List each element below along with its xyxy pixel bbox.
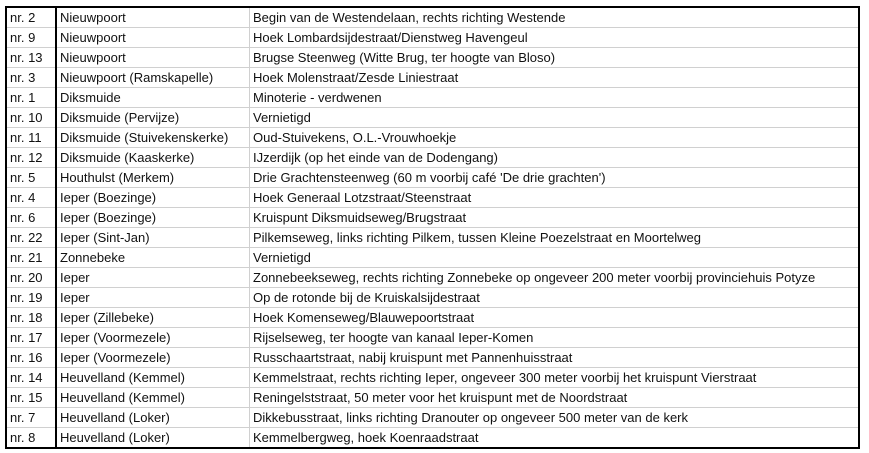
table-row <box>6 168 859 188</box>
table-row <box>6 388 859 408</box>
location-cell: Hoek Molenstraat/Zesde Liniestraat <box>250 68 860 88</box>
place-cell: Ieper (Boezinge) <box>56 208 250 228</box>
place-cell: Nieuwpoort <box>56 7 250 28</box>
table-row <box>6 288 859 308</box>
number-cell: nr. 13 <box>6 48 56 68</box>
table-row <box>6 48 859 68</box>
location-cell: Hoek Lombardsijdestraat/Dienstweg Havengeul <box>250 28 860 48</box>
table-row <box>6 188 859 208</box>
table-row <box>6 68 859 88</box>
location-cell: Russchaartstraat, nabij kruispunt met Pannenhuisstraat <box>250 348 860 368</box>
location-cell: Zonnebeekseweg, rechts richting Zonnebeke op ongeveer 200 meter voorbij provinciehuis Potyze <box>250 268 860 288</box>
location-cell: Drie Grachtensteenweg (60 m voorbij café 'De drie grachten') <box>250 168 860 188</box>
location-cell: Kruispunt Diksmuidseweg/Brugstraat <box>250 208 860 228</box>
number-cell: nr. 1 <box>6 88 56 108</box>
place-cell: Diksmuide (Stuivekenskerke) <box>56 128 250 148</box>
location-cell: Brugse Steenweg (Witte Brug, ter hoogte van Bloso) <box>250 48 860 68</box>
place-cell: Diksmuide (Pervijze) <box>56 108 250 128</box>
number-cell: nr. 19 <box>6 288 56 308</box>
table-row <box>6 28 859 48</box>
table-row <box>6 7 859 28</box>
table-row <box>6 228 859 248</box>
location-cell: Dikkebusstraat, links richting Dranouter op ongeveer 500 meter van de kerk <box>250 408 860 428</box>
table-row <box>6 368 859 388</box>
number-cell: nr. 21 <box>6 248 56 268</box>
location-cell: Hoek Generaal Lotzstraat/Steenstraat <box>250 188 860 208</box>
table-row <box>6 108 859 128</box>
number-cell: nr. 5 <box>6 168 56 188</box>
number-cell: nr. 9 <box>6 28 56 48</box>
place-cell: Houthulst (Merkem) <box>56 168 250 188</box>
number-cell: nr. 22 <box>6 228 56 248</box>
place-cell: Diksmuide (Kaaskerke) <box>56 148 250 168</box>
number-cell: nr. 12 <box>6 148 56 168</box>
place-cell: Ieper <box>56 288 250 308</box>
number-cell: nr. 8 <box>6 428 56 449</box>
number-cell: nr. 7 <box>6 408 56 428</box>
number-cell: nr. 3 <box>6 68 56 88</box>
location-cell: Pilkemseweg, links richting Pilkem, tussen Kleine Poezelstraat en Moortelweg <box>250 228 860 248</box>
location-cell: Reningelststraat, 50 meter voor het kruispunt met de Noordstraat <box>250 388 860 408</box>
location-cell: Rijselseweg, ter hoogte van kanaal Ieper-Komen <box>250 328 860 348</box>
number-cell: nr. 10 <box>6 108 56 128</box>
place-cell: Heuvelland (Kemmel) <box>56 388 250 408</box>
location-cell: Kemmelstraat, rechts richting Ieper, ongeveer 300 meter voorbij het kruispunt Vierstraat <box>250 368 860 388</box>
location-cell: Oud-Stuivekens, O.L.-Vrouwhoekje <box>250 128 860 148</box>
location-cell: Vernietigd <box>250 248 860 268</box>
place-cell: Zonnebeke <box>56 248 250 268</box>
place-cell: Ieper (Boezinge) <box>56 188 250 208</box>
table-row <box>6 308 859 328</box>
number-cell: nr. 17 <box>6 328 56 348</box>
place-cell: Heuvelland (Kemmel) <box>56 368 250 388</box>
number-cell: nr. 14 <box>6 368 56 388</box>
place-cell: Nieuwpoort (Ramskapelle) <box>56 68 250 88</box>
number-cell: nr. 4 <box>6 188 56 208</box>
table-row <box>6 408 859 428</box>
table-row <box>6 148 859 168</box>
place-cell: Heuvelland (Loker) <box>56 408 250 428</box>
table-row <box>6 88 859 108</box>
place-cell: Diksmuide <box>56 88 250 108</box>
place-cell: Ieper (Sint-Jan) <box>56 228 250 248</box>
location-cell: IJzerdijk (op het einde van de Dodengang) <box>250 148 860 168</box>
place-cell: Ieper <box>56 268 250 288</box>
number-cell: nr. 11 <box>6 128 56 148</box>
table-row <box>6 268 859 288</box>
location-cell: Kemmelbergweg, hoek Koenraadstraat <box>253 430 479 445</box>
place-cell: Nieuwpoort <box>56 48 250 68</box>
table-row <box>6 428 859 449</box>
number-cell: nr. 6 <box>6 208 56 228</box>
number-cell: nr. 2 <box>6 7 56 28</box>
table-row <box>6 348 859 368</box>
table-row <box>6 128 859 148</box>
location-cell: Minoterie - verdwenen <box>250 88 860 108</box>
number-cell: nr. 18 <box>6 308 56 328</box>
place-cell: Ieper (Zillebeke) <box>56 308 250 328</box>
number-cell: nr. 16 <box>6 348 56 368</box>
locations-table <box>5 6 860 449</box>
place-cell: Nieuwpoort <box>56 28 250 48</box>
table-row <box>6 328 859 348</box>
number-cell: nr. 15 <box>6 388 56 408</box>
location-cell: Hoek Komenseweg/Blauwepoortstraat <box>250 308 860 328</box>
table-row <box>6 248 859 268</box>
place-cell: Ieper (Voormezele) <box>56 328 250 348</box>
place-cell: Heuvelland (Loker) <box>56 428 250 449</box>
place-cell: Ieper (Voormezele) <box>56 348 250 368</box>
location-cell: Op de rotonde bij de Kruiskalsijdestraat <box>250 288 860 308</box>
number-cell: nr. 20 <box>6 268 56 288</box>
location-cell: Vernietigd <box>250 108 860 128</box>
location-cell: Begin van de Westendelaan, rechts richting Westende <box>250 7 860 28</box>
table-row <box>6 208 859 228</box>
